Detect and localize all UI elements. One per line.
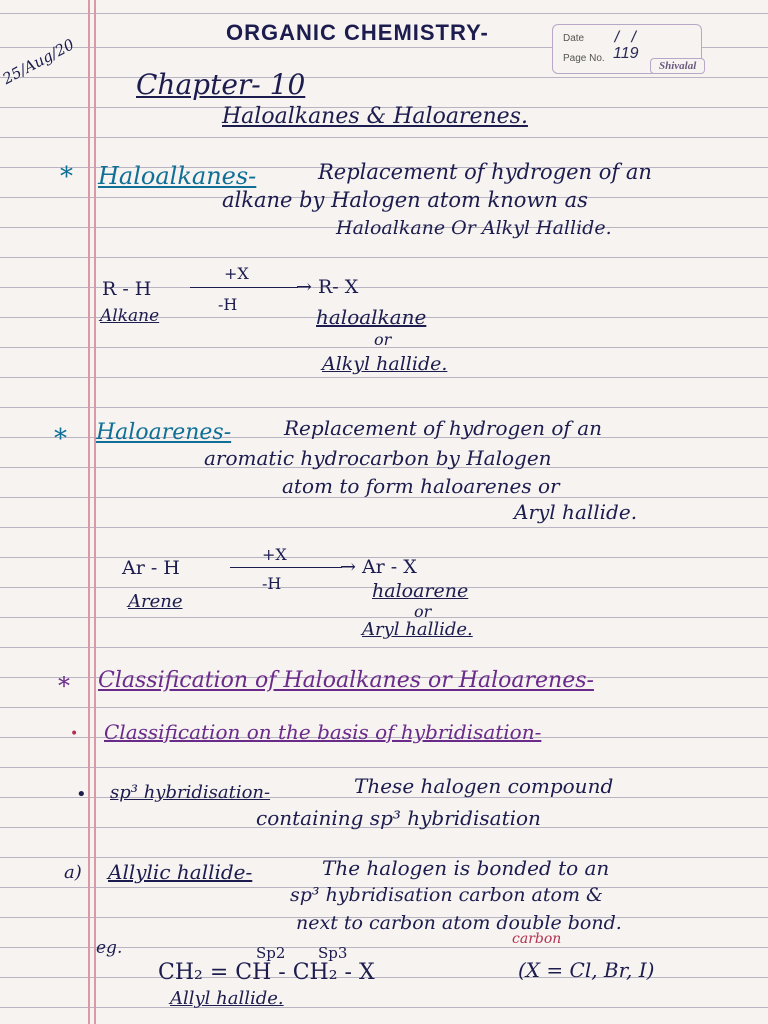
page-no-label: Page No. bbox=[563, 53, 605, 64]
reaction-arrow bbox=[190, 287, 298, 288]
alkyl-hallide-label: Alkyl hallide. bbox=[322, 353, 448, 375]
product-r-x: → R- X bbox=[296, 276, 359, 298]
side-date: 25/Aug/20 bbox=[0, 35, 78, 88]
term-haloalkanes: Haloalkanes- bbox=[98, 162, 257, 190]
sp3-def-line2: containing sp³ hybridisation bbox=[256, 806, 541, 830]
example-marker: eg. bbox=[96, 938, 123, 958]
bullet-star: * bbox=[58, 672, 70, 700]
alkane-label: Alkane bbox=[100, 306, 160, 326]
haloalkane-label: haloalkane bbox=[316, 305, 427, 329]
allylic-def-line1: The halogen is bonded to an bbox=[322, 856, 610, 880]
reaction-arrow bbox=[230, 567, 342, 568]
chapter-subtitle: Haloalkanes & Haloarenes. bbox=[222, 104, 528, 129]
or-label: or bbox=[414, 602, 432, 621]
margin-line bbox=[94, 0, 96, 1024]
allylic-def-line2: sp³ hybridisation carbon atom & bbox=[290, 884, 603, 906]
reactant-ar-h: Ar - H bbox=[122, 557, 180, 579]
haloarene-label: haloarene bbox=[372, 580, 469, 602]
hybridisation-label-sp2: Sp2 bbox=[256, 944, 286, 962]
product-ar-x: → Ar - X bbox=[340, 556, 417, 578]
reagent-plus-x: +X bbox=[224, 264, 249, 283]
reagent-plus-x: +X bbox=[262, 545, 287, 564]
reagent-minus-h: -H bbox=[262, 574, 282, 593]
aryl-hallide-label: Aryl hallide. bbox=[362, 619, 473, 640]
haloarenes-def-line2: aromatic hydrocarbon by Halogen bbox=[204, 446, 552, 470]
reagent-minus-h: -H bbox=[218, 295, 238, 314]
sub-bullet: • bbox=[70, 726, 79, 742]
allylic-term: Allylic hallide- bbox=[108, 860, 253, 884]
haloarenes-def-line4: Aryl hallide. bbox=[514, 500, 638, 524]
bullet-star: * bbox=[54, 424, 67, 454]
classification-heading: Classification of Haloalkanes or Haloarenes- bbox=[98, 668, 594, 693]
or-label: or bbox=[374, 330, 392, 349]
page-no-value: 119 bbox=[613, 45, 639, 62]
haloalkanes-def-line1: Replacement of hydrogen of an bbox=[318, 160, 652, 184]
date-value: / / bbox=[613, 29, 639, 45]
haloarenes-def-line3: atom to form haloarenes or bbox=[282, 474, 560, 498]
margin-line bbox=[88, 0, 90, 1024]
allyl-formula: CH₂ = CH - CH₂ - X bbox=[158, 960, 375, 985]
date-label: Date bbox=[563, 33, 585, 44]
sp3-def-line1: These halogen compound bbox=[354, 774, 614, 798]
arene-label: Arene bbox=[128, 591, 183, 612]
bullet-star: * bbox=[60, 162, 73, 192]
sp3-bullet: • bbox=[76, 784, 87, 805]
correction-carbon: carbon bbox=[512, 931, 562, 947]
hybridisation-label-sp3: Sp3 bbox=[318, 944, 348, 962]
haloalkanes-def-line3: Haloalkane Or Alkyl Hallide. bbox=[336, 217, 612, 239]
classification-subheading: Classification on the basis of hybridisation- bbox=[104, 720, 542, 744]
allylic-def-line3: next to carbon atom double bond. bbox=[296, 912, 622, 934]
sp3-term: sp³ hybridisation- bbox=[110, 782, 271, 803]
allylic-marker: a) bbox=[64, 862, 82, 883]
page-title: ORGANIC CHEMISTRY- bbox=[226, 20, 489, 45]
brand-logo: Shivalal bbox=[650, 58, 705, 74]
allyl-hallide-label: Allyl hallide. bbox=[170, 988, 284, 1009]
haloalkanes-def-line2: alkane by Halogen atom known as bbox=[222, 188, 588, 212]
haloarenes-def-line1: Replacement of hydrogen of an bbox=[284, 416, 602, 440]
chapter-title: Chapter- 10 bbox=[136, 68, 306, 101]
reactant-r-h: R - H bbox=[102, 278, 152, 300]
halogen-list: (X = Cl, Br, I) bbox=[518, 958, 655, 982]
term-haloarenes: Haloarenes- bbox=[96, 420, 232, 445]
